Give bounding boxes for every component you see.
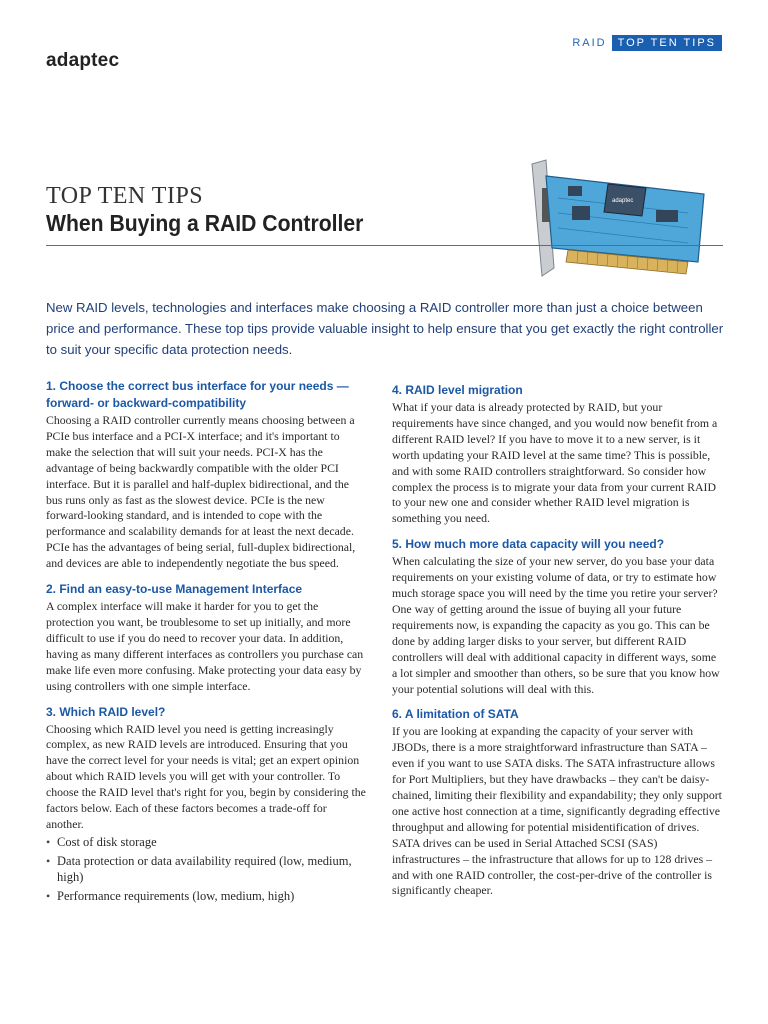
- tip-6-heading: 6. A limitation of SATA: [392, 707, 519, 722]
- bullet-icon: •: [46, 834, 51, 849]
- tip-3-heading: 3. Which RAID level?: [46, 704, 166, 719]
- tip-2-heading: 2. Find an easy-to-use Management Interface: [46, 582, 303, 597]
- title-rule: [46, 245, 723, 246]
- tag-raid: RAID: [572, 37, 607, 49]
- tip-6-body: If you are looking at expanding the capacity of your server with JBODs, there is a more straightforward infrastructure than SATA – even if you want to use SATA disks. The SATA infrastructure allows for Port Multipliers, but they have drawbacks – they can't be daisy-chained, limiting their flexibility and expandability; they only support one active host connection at a time, significantly degrading effective throughput and allowing for potential misidentification of drives. SATA drives can be used in Serial Attached SCSI (SAS) infrastructures – the infrastructure that allows for up to 128 drives – and with one RAID controller, the cost-per-drive of the controller is significantly cheaper.: [392, 724, 722, 898]
- right-column: [392, 378, 722, 899]
- bullet-icon: •: [46, 888, 51, 903]
- title-line-1: TOP TEN TIPS: [46, 183, 204, 209]
- card-chip-label: adaptec: [612, 198, 634, 204]
- header-tag: [572, 35, 722, 51]
- card-chip-3: [656, 210, 678, 222]
- tip-4-body: What if your data is already protected by RAID, but your requirements have since changed, and you would now benefit from a different RAID level? If you have to move it to a new server, is it worth updating your RAID level at the same time? This is possible, and with some RAID controllers straightforward. So consider how complex the process is to migrate your data from your current RAID to your new one and consider whether RAID level migration is something you need.: [392, 400, 718, 526]
- title-line-2: When Buying a RAID Controller: [46, 210, 364, 236]
- card-chip-2: [572, 206, 590, 220]
- bullet-icon: •: [46, 853, 51, 868]
- list-item: • Cost of disk storage: [46, 834, 157, 849]
- card-chip-4: [568, 186, 582, 196]
- raid-controller-card-illustration: [528, 158, 718, 290]
- list-item: • Performance requirements (low, medium, high): [46, 888, 295, 903]
- tag-top-ten-tips: TOP TEN TIPS: [612, 35, 722, 51]
- intro-paragraph: New RAID levels, technologies and interfaces make choosing a RAID controller more than just a choice between price and performance. These top tips provide valuable insight to help ensure that you get exactly the right controller to suit your specific data protection needs.: [46, 300, 724, 357]
- tip-5-body: When calculating the size of your new server, do you base your data requirements on your existing volume of data, or try to estimate how much storage space you will need by the time you retire your server? One way of getting around the issue of buying all your future requirements now, is expanding the capacity as you go. This can be done by adding larger disks to your server, but different RAID controllers will deal with additional capacity in different ways, some a lot simpler and smoother than others, so be sure that you know how your potential solutions will deal with this.: [392, 554, 720, 696]
- tip-1-heading: 1. Choose the correct bus interface for your needs — forward- or backward-compatibility: [46, 379, 349, 410]
- tip-3-body: Choosing which RAID level you need is getting increasingly complex, as new RAID levels are introduced. Ensuring that you have the correct level for your needs is vital; get an expert opinion about which RAID levels you will get with your controller. To choose the RAID level that's right for you, begin by considering the factors below. Each of these factors becomes a trade-off for another.: [46, 721, 366, 831]
- left-column: [46, 378, 366, 907]
- tip-3-bullets: [46, 834, 366, 904]
- adaptec-logo: adaptec: [46, 50, 120, 71]
- tip-1-body: Choosing a RAID controller currently means choosing between a PCIe bus interface and a PCI-X interface; and it's important to make the selection that will suit your needs. PCI-X has the advantage of being backwardly compatible with the older PCI interface. But it is parallel and half-duplex bidirectional, and the bus runs only as fast as the slowest device. PCIe is the new forward-looking standard, and is intended to cope with the performance and scalability demands for at least the next decade. PCIe has the advantages of being serial, full-duplex bidirectional, and devices are able to independently negotiate the bus speed.: [46, 413, 356, 571]
- tip-5-heading: 5. How much more data capacity will you need?: [392, 537, 665, 552]
- tip-2-body: A complex interface will make it harder for you to get the protection you want, be troublesome to set up initially, and more difficult to use if you do need to recover your data. In addition, having as many different interfaces as controllers you purchase can make life even more confusing. Make protecting your data easy by using controllers with one simple interface.: [46, 599, 364, 693]
- tip-4-heading: 4. RAID level migration: [392, 383, 523, 397]
- list-item: • Data protection or data availability required (low, medium, high): [46, 853, 352, 884]
